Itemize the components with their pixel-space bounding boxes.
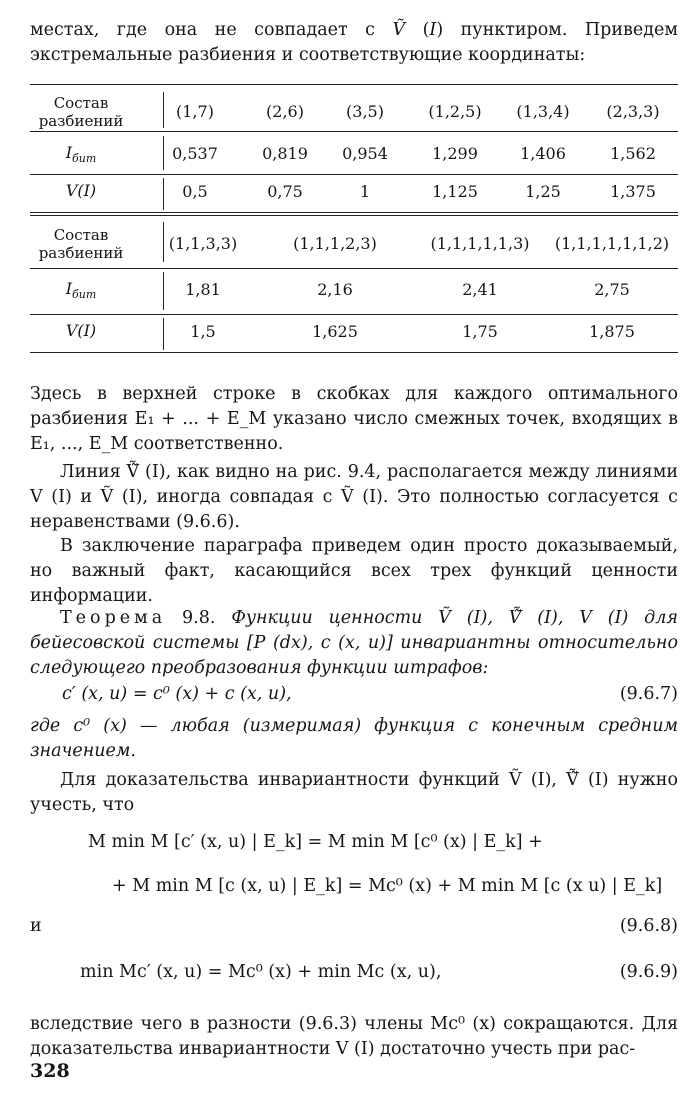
equation-9-6-8-line2: + M min M [c (x, u) | E_k] = Mc⁰ (x) + M min M [c (x u) | E_k] [112, 876, 663, 896]
theorem-number: 9.8. [182, 608, 216, 628]
conjunction: и [30, 916, 42, 936]
table1-ibit-value: 0,819 [262, 144, 308, 163]
table1-v-value: 0,75 [267, 182, 303, 201]
table1-ibit-value: 0,537 [172, 144, 218, 163]
partition-table-1 [30, 84, 678, 214]
table2-v-label: V(I) [65, 321, 97, 340]
table2-ibit-label: $I_{бит}$ [65, 279, 97, 302]
table1-v-value: 1,125 [432, 182, 478, 201]
table1-v-value: 0,5 [182, 182, 208, 201]
closing-paragraph: вследствие чего в разности (9.6.3) члены Mc⁰ (x) сокращаются. Для доказательства инвариантности V (I) достаточно учесть при рас- [30, 1014, 678, 1059]
table2-ibit-value: 2,41 [462, 280, 498, 299]
intro-paragraph: местах, где она не совпадает с Ṽ (I) пунктиром. Приведем экстремальные разбиения и соответствующие координаты: [30, 20, 679, 65]
table2-col: (1,1,3,3) [168, 234, 238, 253]
conclusion-paragraph: В заключение параграфа приведем один просто доказываемый, но важный факт, касающийся всех трех функций ценности информации. [30, 536, 678, 606]
equation-9-6-7: c′ (x, u) = c⁰ (x) + c (x, u), [62, 684, 292, 704]
table1-v-value: 1,25 [525, 182, 561, 201]
table2-v-value: 1,875 [589, 322, 635, 341]
table2-v-value: 1,625 [312, 322, 358, 341]
explanation-paragraph: Здесь в верхней строке в скобках для каждого оптимального разбиения E₁ + ... + E_M указано число смежных точек, входящих в E₁, ..., E_M соответственно. [30, 384, 678, 454]
table1-v-label: V(I) [65, 181, 97, 200]
theorem-text: Функции ценности Ṽ (I), Ṽ̃ (I), V (I) для бейесовской системы [P (dx), c (x, u)] инвариантны относительно следующего преобразования функции штрафов: [30, 608, 678, 678]
table2-ibit-value: 2,16 [317, 280, 353, 299]
equation-number: (9.6.7) [619, 684, 678, 704]
line-position-paragraph: Линия Ṽ̃ (I), как видно на рис. 9.4, располагается между линиями V (I) и Ṽ (I), иногда совпадая с Ṽ (I). Это полностью согласуется с неравенствами (9.6.6). [30, 462, 678, 532]
table1-ibit-value: 0,954 [342, 144, 388, 163]
where-clause: где c⁰ (x) — любая (измеримая) функция с конечным средним значением. [30, 716, 678, 761]
table1-ibit-value: 1,299 [432, 144, 478, 163]
table1-col: (1,7) [176, 102, 214, 121]
table1-col: (3,5) [346, 102, 384, 121]
page-number: 328 [30, 1060, 70, 1082]
theorem-label: Теорема [60, 608, 167, 628]
table2-col: (1,1,1,1,1,3) [430, 234, 530, 253]
equation-9-6-8-line1: M min M [c′ (x, u) | E_k] = M min M [c⁰ (x) | E_k] + [88, 832, 543, 852]
table2-header-label: Состав разбиений [38, 226, 124, 262]
table1-col: (1,2,5) [428, 102, 482, 121]
table1-col: (1,3,4) [516, 102, 570, 121]
table2-v-value: 1,75 [462, 322, 498, 341]
table1-ibit-label: $I_{бит}$ [65, 143, 97, 166]
table1-col: (2,6) [266, 102, 304, 121]
equation-9-6-9: min Mc′ (x, u) = Mc⁰ (x) + min Mc (x, u), [80, 962, 442, 982]
equation-number: (9.6.9) [619, 962, 678, 982]
table1-ibit-value: 1,406 [520, 144, 566, 163]
table2-v-value: 1,5 [190, 322, 216, 341]
table2-ibit-value: 2,75 [594, 280, 630, 299]
partition-table-2 [30, 218, 678, 354]
equation-number: (9.6.8) [619, 916, 678, 936]
table1-header-label: Состав разбиений [38, 94, 124, 130]
table2-ibit-value: 1,81 [185, 280, 221, 299]
table2-col: (1,1,1,1,1,1,2) [554, 234, 670, 253]
table1-v-value: 1,375 [610, 182, 656, 201]
table1-v-value: 1 [359, 182, 371, 201]
proof-intro-paragraph: Для доказательства инвариантности функций Ṽ (I), Ṽ̃ (I) нужно учесть, что [30, 770, 678, 815]
theorem-paragraph [30, 606, 678, 681]
table2-col: (1,1,1,2,3) [293, 234, 377, 253]
table1-ibit-value: 1,562 [610, 144, 656, 163]
table1-col: (2,3,3) [606, 102, 660, 121]
